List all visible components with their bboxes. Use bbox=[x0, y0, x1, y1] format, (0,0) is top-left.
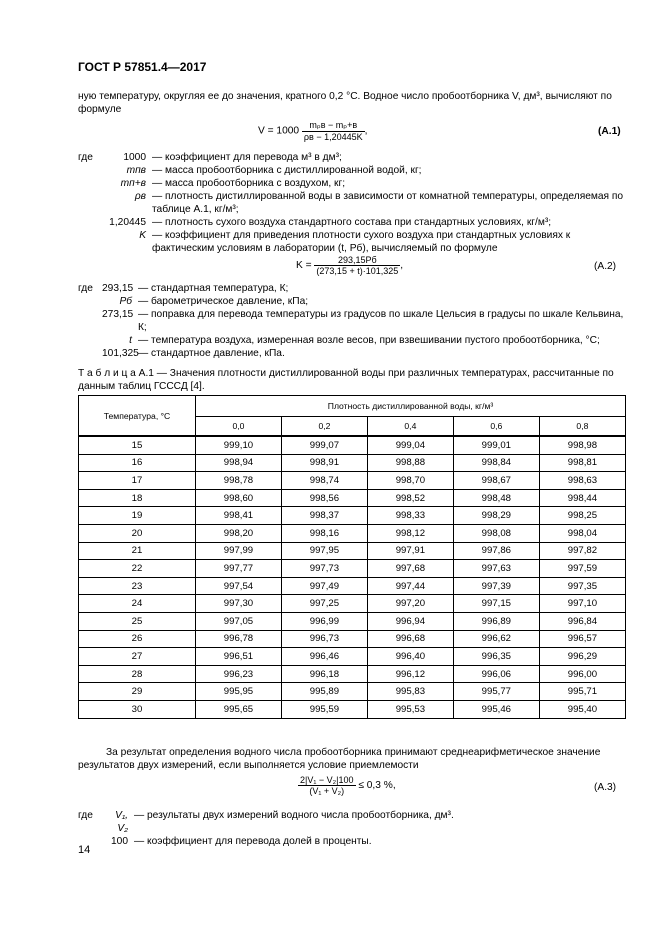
table-cell-density: 997,49 bbox=[281, 577, 367, 595]
table-cell-density: 997,73 bbox=[281, 560, 367, 578]
table-cell-density: 997,39 bbox=[453, 577, 539, 595]
table-row bbox=[79, 577, 626, 595]
table-cell-density: 996,18 bbox=[281, 665, 367, 683]
table-cell-density: 996,06 bbox=[453, 665, 539, 683]
table-subheader: 0,6 bbox=[453, 417, 539, 437]
definition-row bbox=[78, 282, 626, 295]
table-cell-temperature: 17 bbox=[79, 472, 196, 490]
table-cell-density: 998,94 bbox=[196, 454, 282, 472]
table-cell-density: 998,70 bbox=[367, 472, 453, 490]
definition-symbol: 1000 bbox=[123, 152, 146, 163]
definition-symbol: 273,15 bbox=[102, 309, 134, 320]
table-cell-temperature: 23 bbox=[79, 577, 196, 595]
table-row bbox=[79, 595, 626, 613]
formula-a2-lhs: K = bbox=[296, 260, 312, 272]
definition-text: — поправка для перевода температуры из градусов по шкале Цельсия в градусы по шкале Кельвина, К; bbox=[138, 309, 624, 333]
table-header-density: Плотность дистиллированной воды, кг/м³ bbox=[196, 396, 626, 417]
definition-text: — барометрическое давление, кПа; bbox=[138, 296, 309, 307]
table-cell-density: 998,08 bbox=[453, 524, 539, 542]
document-header: ГОСТ Р 57851.4—2017 bbox=[78, 60, 207, 74]
table-cell-density: 999,01 bbox=[453, 436, 539, 454]
table-subheader: 0,4 bbox=[367, 417, 453, 437]
table-cell-density: 997,99 bbox=[196, 542, 282, 560]
definition-symbol: mп+в bbox=[120, 178, 146, 189]
formula-a1 bbox=[258, 120, 367, 142]
table-cell-density: 996,57 bbox=[539, 630, 625, 648]
table-cell-density: 997,35 bbox=[539, 577, 625, 595]
table-cell-density: 995,40 bbox=[539, 700, 625, 718]
formula-a2-fraction bbox=[314, 255, 400, 276]
table-cell-density: 995,46 bbox=[453, 700, 539, 718]
table-cell-density: 997,30 bbox=[196, 595, 282, 613]
definition-symbol: Pб bbox=[119, 296, 132, 307]
table-cell-density: 995,95 bbox=[196, 683, 282, 701]
table-cell-density: 997,44 bbox=[367, 577, 453, 595]
formula-a1-number: (A.1) bbox=[598, 126, 621, 137]
table-row bbox=[79, 648, 626, 666]
table-row bbox=[79, 507, 626, 525]
definition-symbol: ρв bbox=[134, 191, 146, 202]
table-cell-density: 998,56 bbox=[281, 489, 367, 507]
table-cell-density: 995,77 bbox=[453, 683, 539, 701]
formula-a3-number: (A.3) bbox=[594, 782, 617, 793]
definition-row bbox=[78, 177, 626, 190]
definition-text: — температура воздуха, измеренная возле весов, при взвешивании пустого пробоотборника, °С; bbox=[138, 335, 600, 346]
table-cell-density: 997,59 bbox=[539, 560, 625, 578]
table-row bbox=[79, 683, 626, 701]
table-cell-density: 998,78 bbox=[196, 472, 282, 490]
table-cell-density: 996,23 bbox=[196, 665, 282, 683]
definition-lead: где bbox=[78, 810, 93, 821]
table-cell-density: 997,86 bbox=[453, 542, 539, 560]
table-cell-density: 997,68 bbox=[367, 560, 453, 578]
table-cell-density: 997,82 bbox=[539, 542, 625, 560]
table-cell-temperature: 26 bbox=[79, 630, 196, 648]
table-cell-density: 996,73 bbox=[281, 630, 367, 648]
table-cell-density: 995,89 bbox=[281, 683, 367, 701]
definition-symbol: K bbox=[139, 230, 146, 241]
table-cell-density: 998,04 bbox=[539, 524, 625, 542]
definition-row bbox=[78, 809, 626, 835]
table-row bbox=[79, 489, 626, 507]
table-cell-density: 998,33 bbox=[367, 507, 453, 525]
definition-text: — результаты двух измерений водного числа пробоотборника, дм³. bbox=[134, 810, 454, 821]
table-cell-density: 998,41 bbox=[196, 507, 282, 525]
formula-a1-lhs: V = 1000 bbox=[258, 125, 300, 137]
formula-a1-numerator: mₚв − mₚ+в bbox=[302, 120, 365, 132]
definition-row bbox=[78, 151, 626, 164]
result-paragraph: За результат определения водного числа пробоотборника принимают среднеарифметическое значение результатов двух измерений, если выполняется условие приемлемости bbox=[78, 747, 601, 771]
definition-text: — плотность сухого воздуха стандартного состава при стандартных условиях, кг/м³; bbox=[152, 217, 552, 228]
table-cell-density: 996,94 bbox=[367, 612, 453, 630]
table-cell-temperature: 30 bbox=[79, 700, 196, 718]
formula-a2-tail: , bbox=[400, 260, 404, 272]
table-cell-density: 998,88 bbox=[367, 454, 453, 472]
table-cell-density: 998,37 bbox=[281, 507, 367, 525]
table-cell-density: 998,81 bbox=[539, 454, 625, 472]
formula-a1-denominator: ρв − 1,20445K bbox=[303, 132, 363, 142]
formula-a1-fraction bbox=[302, 120, 365, 142]
table-cell-density: 998,60 bbox=[196, 489, 282, 507]
table-cell-density: 999,10 bbox=[196, 436, 282, 454]
definition-row bbox=[78, 216, 626, 229]
table-cell-density: 998,52 bbox=[367, 489, 453, 507]
table-cell-density: 999,07 bbox=[281, 436, 367, 454]
table-cell-density: 996,84 bbox=[539, 612, 625, 630]
table-cell-density: 996,00 bbox=[539, 665, 625, 683]
table-cell-temperature: 18 bbox=[79, 489, 196, 507]
table-cell-density: 997,05 bbox=[196, 612, 282, 630]
table-cell-density: 995,71 bbox=[539, 683, 625, 701]
table-cell-density: 996,68 bbox=[367, 630, 453, 648]
table-cell-density: 998,74 bbox=[281, 472, 367, 490]
table-row bbox=[79, 542, 626, 560]
table-cell-density: 998,44 bbox=[539, 489, 625, 507]
table-cell-density: 996,29 bbox=[539, 648, 625, 666]
definition-symbol: t bbox=[129, 335, 132, 346]
table-cell-density: 996,89 bbox=[453, 612, 539, 630]
table-cell-density: 997,15 bbox=[453, 595, 539, 613]
definition-text: — стандартное давление, кПа. bbox=[138, 348, 285, 359]
table-cell-density: 996,51 bbox=[196, 648, 282, 666]
definition-row bbox=[78, 334, 626, 347]
definition-text: — коэффициент для перевода долей в проценты. bbox=[134, 836, 372, 847]
table-cell-temperature: 16 bbox=[79, 454, 196, 472]
definition-lead bbox=[78, 334, 102, 347]
table-cell-density: 998,63 bbox=[539, 472, 625, 490]
table-cell-density: 996,12 bbox=[367, 665, 453, 683]
page-number: 14 bbox=[78, 844, 91, 856]
table-cell-temperature: 20 bbox=[79, 524, 196, 542]
intro-paragraph: ную температуру, округляя ее до значения, кратного 0,2 °С. Водное число пробоотборника V, дм³, вычисляют по формуле bbox=[78, 91, 612, 115]
definition-row bbox=[78, 308, 626, 334]
table-cell-density: 995,65 bbox=[196, 700, 282, 718]
formula-a1-tail: , bbox=[364, 125, 368, 137]
table-cell-density: 998,67 bbox=[453, 472, 539, 490]
formula-a3 bbox=[298, 775, 396, 796]
table-cell-density: 997,54 bbox=[196, 577, 282, 595]
table-cell-density: 996,35 bbox=[453, 648, 539, 666]
table-cell-density: 997,63 bbox=[453, 560, 539, 578]
table-row bbox=[79, 630, 626, 648]
definition-lead: где bbox=[78, 283, 93, 294]
table-row bbox=[79, 665, 626, 683]
table-row bbox=[79, 612, 626, 630]
table-cell-density: 996,78 bbox=[196, 630, 282, 648]
definition-lead bbox=[78, 177, 102, 190]
definition-lead bbox=[78, 164, 102, 177]
table-cell-density: 995,53 bbox=[367, 700, 453, 718]
definition-row bbox=[78, 295, 626, 308]
table-cell-density: 995,59 bbox=[281, 700, 367, 718]
definitions-a1 bbox=[78, 151, 626, 255]
definition-lead bbox=[78, 216, 102, 229]
formula-a2-denominator: (273,15 + t)·101,325 bbox=[316, 266, 399, 276]
definition-lead bbox=[78, 190, 102, 216]
table-header-temperature: Температура, °С bbox=[79, 396, 196, 437]
table-cell-density: 997,91 bbox=[367, 542, 453, 560]
definition-symbol: mпв bbox=[126, 165, 146, 176]
formula-a3-tail: ≤ 0,3 %, bbox=[358, 780, 396, 792]
definition-text: — коэффициент для перевода м³ в дм³; bbox=[152, 152, 342, 163]
table-row bbox=[79, 524, 626, 542]
table-row bbox=[79, 560, 626, 578]
table-cell-density: 998,48 bbox=[453, 489, 539, 507]
table-cell-temperature: 22 bbox=[79, 560, 196, 578]
table-cell-temperature: 25 bbox=[79, 612, 196, 630]
table-row bbox=[79, 436, 626, 454]
definition-symbol: 100 bbox=[111, 836, 128, 847]
table-cell-density: 997,95 bbox=[281, 542, 367, 560]
table-subheader: 0,2 bbox=[281, 417, 367, 437]
table-subheader: 0,0 bbox=[196, 417, 282, 437]
table-cell-density: 996,40 bbox=[367, 648, 453, 666]
table-cell-density: 997,25 bbox=[281, 595, 367, 613]
table-cell-temperature: 15 bbox=[79, 436, 196, 454]
formula-a3-denominator: (V₁ + V₂) bbox=[309, 786, 345, 796]
table-cell-density: 998,84 bbox=[453, 454, 539, 472]
formula-a3-fraction bbox=[298, 775, 356, 796]
density-table bbox=[78, 395, 626, 719]
table-cell-density: 998,29 bbox=[453, 507, 539, 525]
table-cell-temperature: 21 bbox=[79, 542, 196, 560]
table-cell-density: 998,12 bbox=[367, 524, 453, 542]
table-cell-density: 997,20 bbox=[367, 595, 453, 613]
table-row bbox=[79, 454, 626, 472]
definition-lead: где bbox=[78, 152, 93, 163]
table-cell-density: 998,98 bbox=[539, 436, 625, 454]
table-cell-temperature: 24 bbox=[79, 595, 196, 613]
formula-a3-numerator: 2|V₁ − V₂|100 bbox=[300, 775, 354, 785]
definition-symbol: 101,325 bbox=[102, 348, 139, 359]
table-caption: Т а б л и ц а А.1 — Значения плотности дистиллированной воды при различных температурах, рассчитанные по данным таблиц ГСССД [4]. bbox=[78, 368, 614, 392]
definition-text: — стандартная температура, К; bbox=[138, 283, 289, 294]
table-subheader: 0,8 bbox=[539, 417, 625, 437]
table-cell-density: 996,46 bbox=[281, 648, 367, 666]
definition-symbol: V₁, V₂ bbox=[115, 810, 128, 834]
definition-row bbox=[78, 835, 626, 848]
table-row bbox=[79, 700, 626, 718]
table-cell-density: 997,77 bbox=[196, 560, 282, 578]
table-cell-density: 998,20 bbox=[196, 524, 282, 542]
definition-text: — масса пробоотборника с дистиллированной водой, кг; bbox=[152, 165, 422, 176]
definition-symbol: 293,15 bbox=[102, 283, 134, 294]
definition-lead bbox=[78, 229, 102, 255]
definition-symbol: 1,20445 bbox=[109, 217, 146, 228]
table-cell-temperature: 28 bbox=[79, 665, 196, 683]
definition-text: — коэффициент для приведения плотности сухого воздуха при стандартных условиях к фактическим условиям в лаборатории (t, Pб), вычисляемый по формуле bbox=[152, 230, 571, 254]
table-row bbox=[79, 472, 626, 490]
formula-a2 bbox=[296, 255, 403, 276]
table-cell-density: 996,99 bbox=[281, 612, 367, 630]
definition-row bbox=[78, 229, 626, 255]
definition-row bbox=[78, 190, 626, 216]
table-cell-density: 997,10 bbox=[539, 595, 625, 613]
formula-a2-numerator: 293,15Pб bbox=[314, 255, 400, 266]
definition-text: — плотность дистиллированной воды в зависимости от комнатной температуры, определяемая по таблице А.1, кг/м³; bbox=[152, 191, 624, 215]
table-cell-density: 998,25 bbox=[539, 507, 625, 525]
table-cell-temperature: 27 bbox=[79, 648, 196, 666]
definition-row bbox=[78, 164, 626, 177]
formula-a2-number: (A.2) bbox=[594, 261, 617, 272]
table-cell-density: 998,16 bbox=[281, 524, 367, 542]
definitions-a2 bbox=[78, 282, 626, 360]
definition-lead bbox=[78, 308, 102, 334]
definition-lead bbox=[78, 347, 102, 360]
table-cell-density: 996,62 bbox=[453, 630, 539, 648]
table-cell-temperature: 19 bbox=[79, 507, 196, 525]
definition-row bbox=[78, 347, 626, 360]
definition-lead bbox=[78, 295, 102, 308]
table-cell-density: 998,91 bbox=[281, 454, 367, 472]
table-cell-density: 995,83 bbox=[367, 683, 453, 701]
table-cell-temperature: 29 bbox=[79, 683, 196, 701]
table-cell-density: 999,04 bbox=[367, 436, 453, 454]
definitions-a3 bbox=[78, 809, 626, 848]
definition-text: — масса пробоотборника с воздухом, кг; bbox=[152, 178, 346, 189]
